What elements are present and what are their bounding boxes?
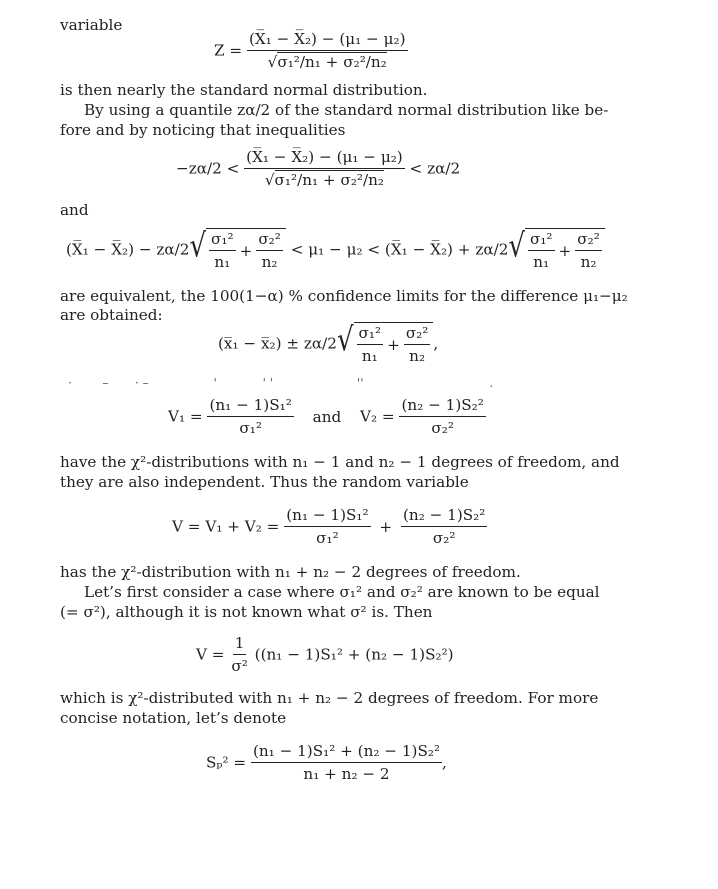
eq-sp-fraction <box>251 742 442 783</box>
text-chi-line2: they are also independent. Thus the random variable <box>60 473 469 491</box>
eq-lim-suffix: , <box>433 334 439 353</box>
eq-veq-fraction <box>229 634 249 675</box>
eq-z-fraction <box>247 30 408 71</box>
eq-z-numerator: (X̅₁ − X̅₂) − (μ₁ − μ₂) <box>247 30 408 51</box>
eq-ci-root2: √ $\frac{\text{σ₁²}}{\text{n₁}}$ + $\frac{\text{σ₂²}}{\text{n₂}}$ <box>508 228 604 271</box>
eq-lim-n2: n₂ <box>409 347 426 365</box>
eq-ci-n2: n₂ <box>261 253 278 271</box>
eq-ineq-numerator: (X̅₁ − X̅₂) − (μ₁ − μ₂) <box>244 148 405 169</box>
text-which-line2: concise notation, let’s denote <box>60 709 287 727</box>
eq-sp-den: n₁ + n₂ − 2 <box>303 765 390 783</box>
text-which-line1: which is χ²-distributed with n₁ + n₂ − 2 degrees of freedom. For more <box>60 689 599 707</box>
text-chi-line1: have the χ²-distributions with n₁ − 1 and n₂ − 1 degrees of freedom, and <box>60 453 620 471</box>
eq-z-denominator <box>266 51 389 71</box>
eq-lim-n1: n₁ <box>361 347 378 365</box>
eq-vsum-a-num: (n₁ − 1)S₁² <box>284 506 370 527</box>
eq-ineq-fraction <box>244 148 405 189</box>
eq-lim-root: √ $\frac{\text{σ₁²}}{\text{n₁}}$ + $\frac{\text{σ₂²}}{\text{n₂}}$ <box>337 322 433 365</box>
eq-z-denominator-radicand: σ₁²/n₁ + σ₂²/n₂ <box>277 53 387 71</box>
eq-vsum-plus: + <box>379 517 393 536</box>
text-standard-normal: is then nearly the standard normal distribution. <box>60 81 428 99</box>
text-quantile-line2: fore and by noticing that inequalities <box>60 121 346 139</box>
eq-v2-fraction <box>399 396 485 437</box>
text-variable: variable <box>60 16 123 34</box>
eq-ci-plus: + <box>239 241 253 260</box>
sqrt-symbol: √ <box>267 53 278 71</box>
equation-confidence-interval <box>66 228 605 271</box>
eq-sp-suffix: , <box>442 753 447 772</box>
equation-z <box>214 30 408 71</box>
eq-sp-num: (n₁ − 1)S₁² + (n₂ − 1)S₂² <box>251 742 442 763</box>
eq-z-lhs: Z = <box>214 41 243 60</box>
eq-vsum-lhs: V = V₁ + V₂ = <box>172 517 280 536</box>
equation-v-equal-variance <box>196 634 454 675</box>
eq-v-and: and <box>312 407 342 426</box>
eq-v2-num: (n₂ − 1)S₂² <box>399 396 485 417</box>
text-case-line2: (= σ²), although it is not known what σ² is. Then <box>60 603 433 621</box>
eq-ci-part1: (X̅₁ − X̅₂) − zα/2 <box>66 240 190 259</box>
eq-vsum-b-num: (n₂ − 1)S₂² <box>401 506 487 527</box>
eq-lim-s1: σ₁² <box>357 324 384 345</box>
text-has-chi: has the χ²-distribution with n₁ + n₂ − 2 degrees of freedom. <box>60 563 521 581</box>
eq-sp-lhs: Sₚ² = <box>206 753 247 772</box>
eq-veq-lhs: V = <box>196 645 225 664</box>
equation-pooled-variance <box>206 742 447 783</box>
eq-ci-mid: < μ₁ − μ₂ < (X̅₁ − X̅₂) + zα/2 <box>290 240 509 259</box>
eq-v2-lhs: V₂ = <box>360 407 395 426</box>
eq-ci-n1b: n₁ <box>533 253 550 271</box>
text-quantile-line1: By using a quantile zα/2 of the standard normal distribution like be- <box>84 101 609 119</box>
eq-vsum-a-den: σ₁² <box>316 529 339 547</box>
eq-v1-den: σ₁² <box>239 419 262 437</box>
eq-ci-s2: σ₂² <box>256 230 283 251</box>
eq-veq-num: 1 <box>233 634 247 655</box>
eq-lim-prefix: (x̅₁ − x̅₂) ± zα/2 <box>218 334 337 353</box>
equation-inequality <box>176 148 460 189</box>
eq-ci-root1: √ $\frac{\text{σ₁²}}{\text{n₁}}$ + $\frac{\text{σ₂²}}{\text{n₂}}$ <box>189 228 285 271</box>
eq-ci-s1: σ₁² <box>209 230 236 251</box>
equation-v-sum <box>172 506 487 547</box>
eq-v1-fraction <box>207 396 293 437</box>
eq-vsum-frac-b <box>401 506 487 547</box>
equation-v1-v2 <box>168 396 486 437</box>
text-and: and <box>60 201 89 219</box>
equation-limits <box>218 322 438 365</box>
eq-v1-num: (n₁ − 1)S₁² <box>207 396 293 417</box>
eq-v1-lhs: V₁ = <box>168 407 203 426</box>
text-equivalent-line2: are obtained: <box>60 306 163 324</box>
eq-v2-den: σ₂² <box>431 419 454 437</box>
eq-vsum-b-den: σ₂² <box>432 529 456 547</box>
eq-ci-s2b: σ₂² <box>575 230 602 251</box>
eq-veq-den: σ² <box>231 657 248 675</box>
text-case-line1: Let’s first consider a case where σ₁² and σ₂² are known to be equal <box>84 583 600 601</box>
eq-vsum-frac-a <box>284 506 370 547</box>
sqrt-symbol: √ <box>264 171 275 189</box>
eq-ci-n2b: n₂ <box>580 253 597 271</box>
text-equivalent-line1: are equivalent, the 100(1−α) % confidence limits for the difference μ₁−μ₂ <box>60 287 628 305</box>
eq-ineq-denominator <box>263 169 386 189</box>
eq-ci-n1: n₁ <box>214 253 231 271</box>
scan-artifact-marks: · – · – ' ' ' '' . <box>68 376 494 390</box>
eq-lim-s2: σ₂² <box>404 324 431 345</box>
eq-ineq-left: −zα/2 < <box>176 159 240 178</box>
eq-lim-plus: + <box>387 335 400 354</box>
eq-ineq-radicand: σ₁²/n₁ + σ₂²/n₂ <box>274 171 384 189</box>
eq-ci-plus-b: + <box>558 241 572 260</box>
eq-ci-s1b: σ₁² <box>528 230 555 251</box>
eq-veq-rhs: ((n₁ − 1)S₁² + (n₂ − 1)S₂²) <box>254 645 454 664</box>
eq-ineq-right: < zα/2 <box>409 159 461 178</box>
